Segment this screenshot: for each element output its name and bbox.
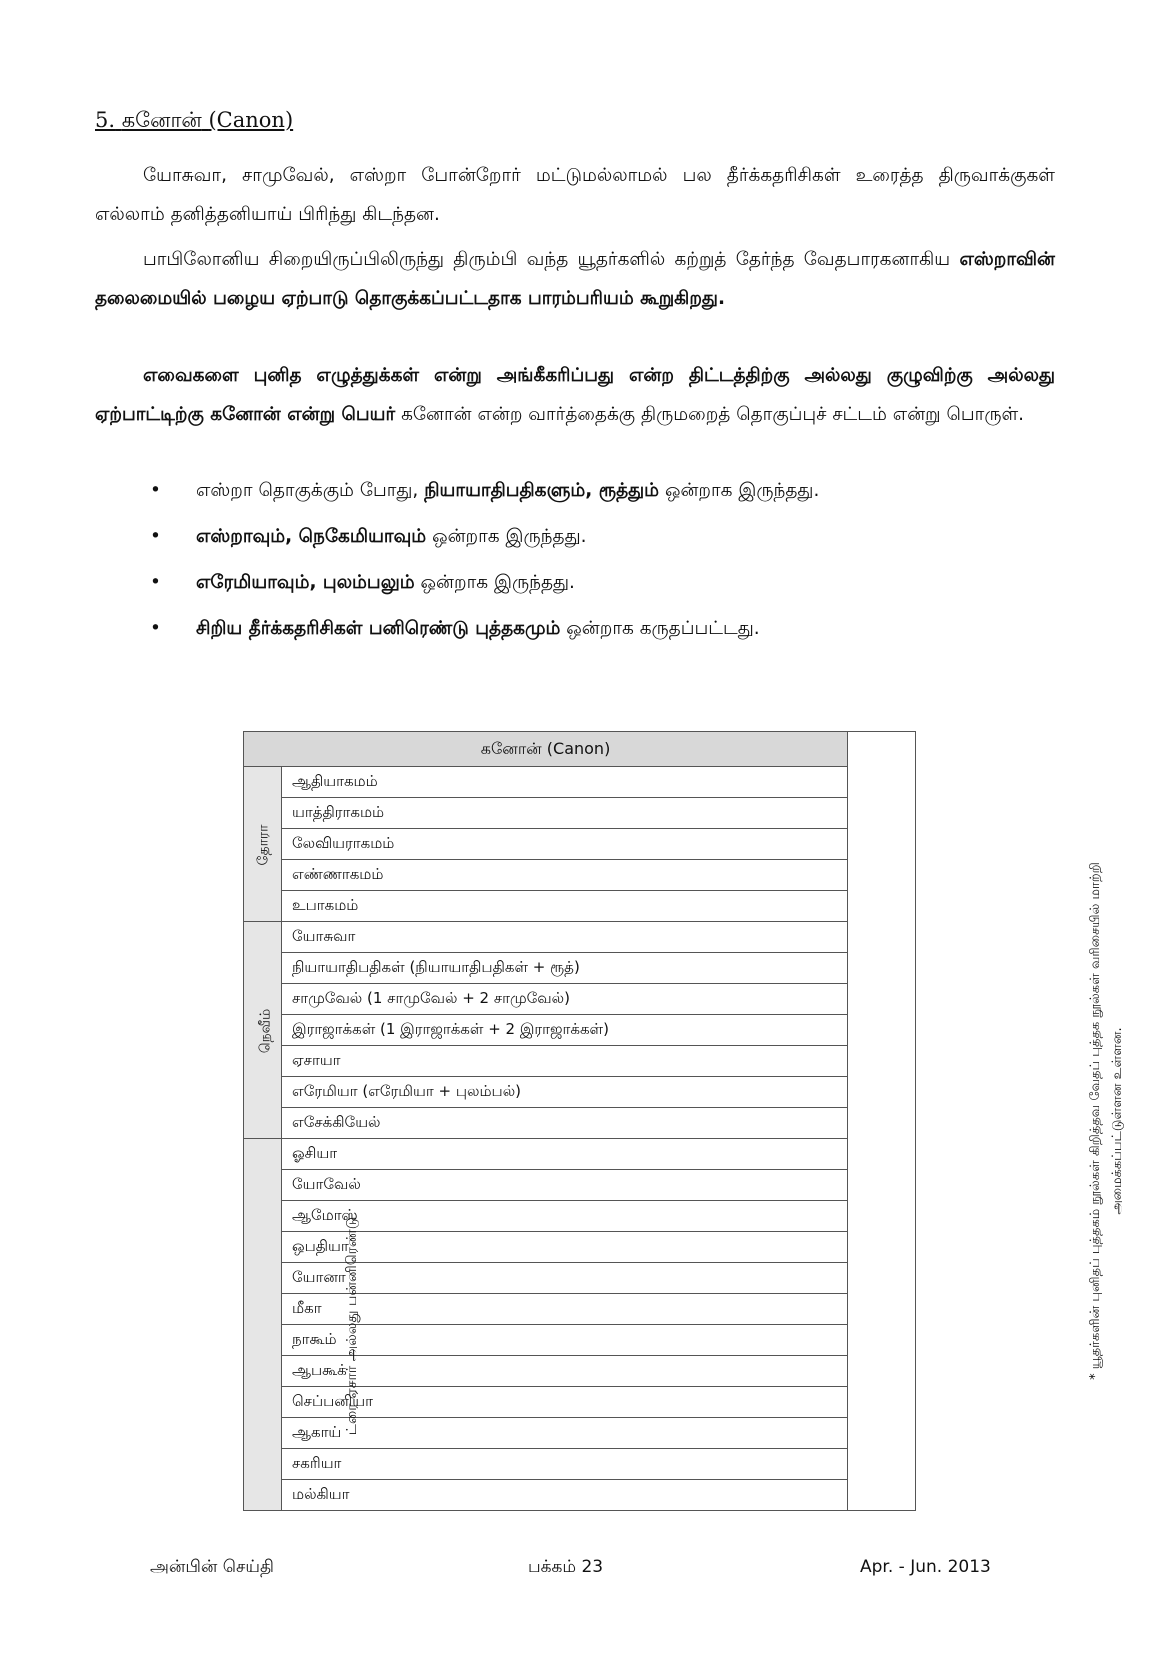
bullet-bold: நியாயாதிபதிகளும், ரூத்தும் [424,480,660,501]
heading-english: (Canon) [208,108,294,132]
bullet-text: ஒன்றாக இருந்தது. [664,480,820,501]
table-row: நாகூம் [282,1325,848,1356]
table-row: ஆதியாகமம் [282,767,848,798]
note-line-2: அமைக்கப்பட்டுள்ளன உள்ளன. [1109,1027,1125,1215]
paragraph-3-plain: கனோன் என்ற வார்த்தைக்கு திருமறைத் தொகுப்புச் சட்டம் என்று பொருள். [401,404,1025,425]
table-row: யோவேல் [282,1170,848,1201]
table-row: யோசுவா [282,922,848,953]
table-row: எண்ணாகமம் [282,860,848,891]
table-row: யோனா [282,1263,848,1294]
canon-table [243,731,1125,1511]
table-row: ஓசியா [282,1139,848,1170]
table-row: எசேக்கியேல் [282,1108,848,1139]
bullet-icon: • [150,480,161,501]
bullet-text: ஒன்றாக கருதப்பட்டது. [566,618,760,639]
table-note [848,732,1125,1511]
paragraph-2 [95,240,1055,318]
bullet-list [150,474,1010,658]
table-row: நியாயாதிபதிகள் (நியாயாதிபதிகள் + ரூத்) [282,953,848,984]
heading-tamil: கனோன் [121,108,202,132]
table-row: ஆமோஸ் [282,1201,848,1232]
list-item [150,474,1010,508]
paragraph-1: யோசுவா, சாமுவேல், எஸ்றா போன்றோர் மட்டுமல்லாமல் பல தீர்க்கதரிசிகள் உரைத்த திருவாக்குகள் எல்லாம் தனித்தனியாய் பிரிந்து கிடந்தன. [95,165,1055,225]
bullet-text: ஒன்றாக இருந்தது. [420,572,575,593]
paragraph-2-plain: பாபிலோனிய சிறையிருப்பிலிருந்து திரும்பி வந்த யூதர்களில் கற்றுத் தேர்ந்த வேதபாரகனாகிய [143,249,951,270]
table-row: உபாகமம் [282,891,848,922]
paragraph-3-bold: எவைகளை புனித எழுத்துக்கள் என்று அங்கீகரிப்பது என்ற திட்டத்திற்கு அல்லது குழுவிற்கு அல்லது ஏற்பாட்டிற்கு கனோன் என்று பெயர் [95,365,1055,425]
paragraph-2-bold: எஸ்றாவின் தலைமையில் பழைய ஏற்பாடு தொகுக்கப்பட்டதாக பாரம்பரியம் கூறுகிறது. [95,249,1055,309]
group-label: நெவீம் [257,1008,274,1054]
table-row: இராஜாக்கள் (1 இராஜாக்கள் + 2 இராஜாக்கள்) [282,1015,848,1046]
list-item [150,566,1010,600]
table-row: மல்கியா [282,1480,848,1511]
heading-number: 5. [95,108,116,132]
bullet-icon: • [150,618,161,639]
table-row: யாத்திராகமம் [282,798,848,829]
table-row: லேவியராகமம் [282,829,848,860]
table-row: செப்பனியா [282,1387,848,1418]
list-item [150,612,1010,646]
footer-date: Apr. - Jun. 2013 [860,1557,991,1577]
footer-publication: அன்பின் செய்தி [150,1557,274,1577]
group-torah [244,767,282,922]
bullet-icon: • [150,526,161,547]
table-header: கனோன் (Canon) [244,732,848,767]
section-heading [95,108,293,135]
group-label: ட்ரை ஏசார் அல்லது பன்னிரெண்டு [344,1216,361,1435]
table-row: ஆகாய் [282,1418,848,1449]
table-row: எரேமியா (எரேமியா + புலம்பல்) [282,1077,848,1108]
table-row: சாமுவேல் (1 சாமுவேல் + 2 சாமுவேல்) [282,984,848,1015]
bullet-text: ஒன்றாக இருந்தது. [432,526,587,547]
bullet-bold: எரேமியாவும், புலம்பலும் [196,572,415,593]
bullet-bold: சிறிய தீர்க்கதரிசிகள் பனிரெண்டு புத்தகமும் [196,618,561,639]
list-item [150,520,1010,554]
bullet-text: எஸ்றா தொகுக்கும் போது, [196,480,419,501]
note-line-1: * யூதர்களின் புனிதப் புத்தகம் நூல்கள் கிறித்தவ வேதப் புத்தக நூல்கள் வரிசையில் மாற்றி [1087,862,1103,1380]
bullet-bold: எஸ்றாவும், நெகேமியாவும் [196,526,427,547]
bullet-icon: • [150,572,161,593]
paragraph-3 [95,356,1055,434]
table-row: ஆபகூக் [282,1356,848,1387]
footer-page-number: பக்கம் 23 [528,1557,604,1577]
group-label: தோரா [255,824,272,866]
group-neviim [244,922,282,1139]
table-row: ஒபதியா [282,1232,848,1263]
table-row: மீகா [282,1294,848,1325]
table-row: ஏசாயா [282,1046,848,1077]
table-row: சகரியா [282,1449,848,1480]
